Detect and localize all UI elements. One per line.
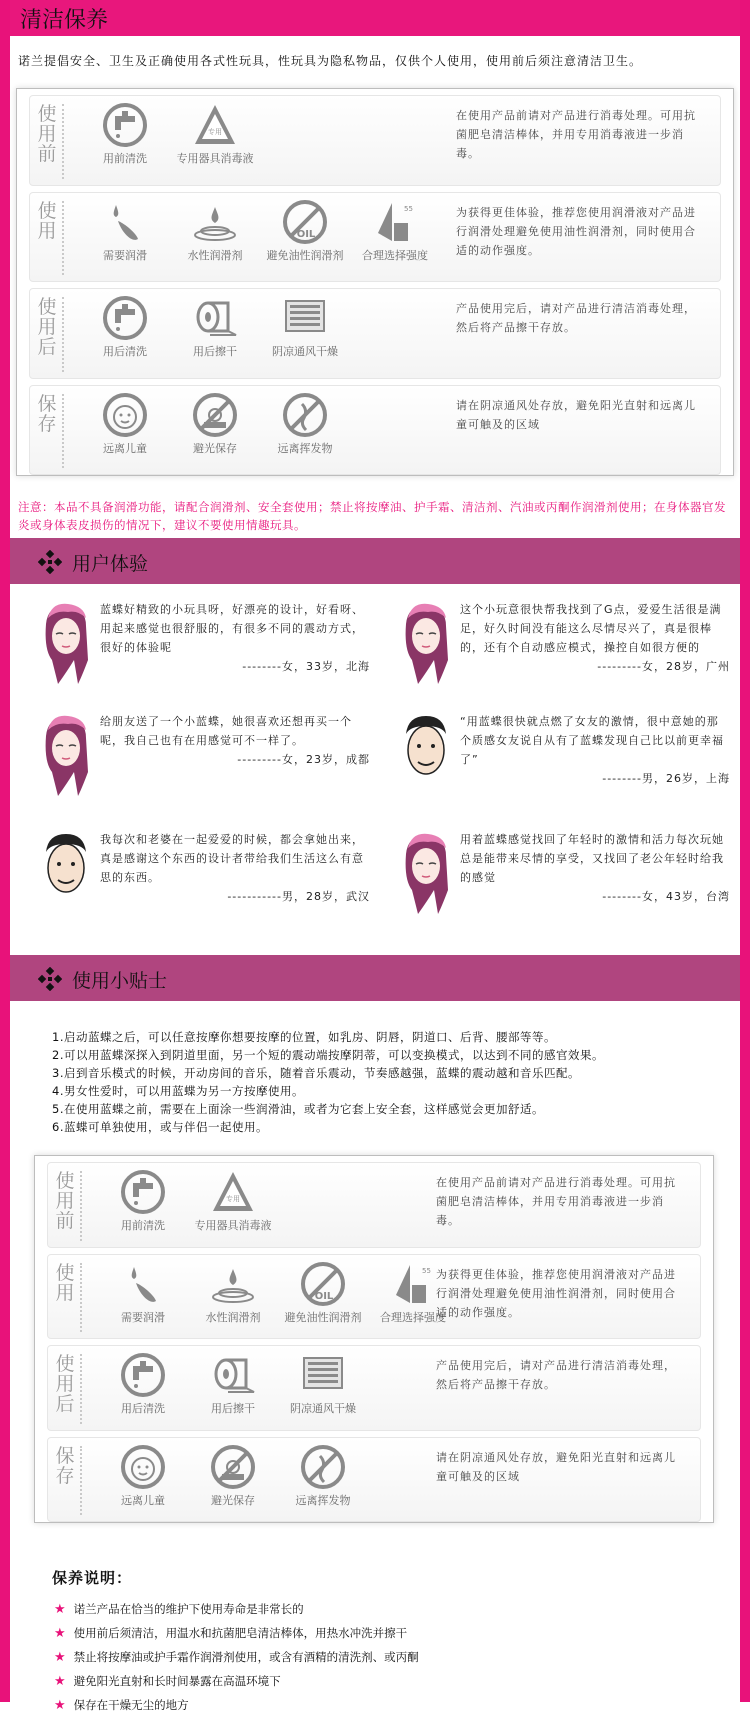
no-oil-icon <box>300 1261 346 1307</box>
icon-caption: 合理选择强度 <box>380 1310 446 1324</box>
care-icon-item <box>172 102 258 166</box>
icon-caption: 需要润滑 <box>103 248 147 262</box>
care-row-description: 产品使用完后，请对产品进行清洁消毒处理，然后将产品擦干存放。 <box>436 1359 676 1391</box>
care-row-description: 在使用产品前请对产品进行消毒处理。可用抗菌肥皂清洁棒体，并用专用消毒液进一步消毒。 <box>436 1176 676 1227</box>
care-icons-panel <box>16 88 734 476</box>
intensity-icon <box>390 1261 436 1307</box>
care-note-text: 诺兰产品在恰当的维护下使用寿命是非常长的 <box>73 1602 304 1616</box>
care-row-description: 产品使用完后，请对产品进行清洁消毒处理，然后将产品擦干存放。 <box>456 302 696 334</box>
female-avatar-icon <box>398 600 454 686</box>
paper-roll-icon <box>192 295 238 341</box>
care-notes-list <box>54 1600 714 1720</box>
care-row-description: 在使用产品前请对产品进行消毒处理。可用抗菌肥皂清洁棒体，并用专用消毒液进一步消毒。 <box>456 109 696 160</box>
care-row-label: 使用后 <box>36 297 64 372</box>
care-row-description: 请在阴凉通风处存放，避免阳光直射和远离儿童可触及的区域 <box>456 398 696 431</box>
care-icon-item <box>352 199 438 263</box>
female-avatar-icon <box>398 830 454 916</box>
care-icon-item <box>262 199 348 263</box>
care-row <box>47 1162 701 1248</box>
review-item <box>398 600 738 700</box>
review-text <box>100 712 370 769</box>
review-signature: ---------女，28岁，广州 <box>597 660 730 673</box>
review-signature: ---------女，23岁，成都 <box>237 753 370 766</box>
star-icon: ★ <box>54 1650 66 1665</box>
svg-text:55: 55 <box>422 1266 431 1275</box>
faucet-icon <box>102 102 148 148</box>
section-title: 用户体验 <box>72 553 149 575</box>
tip-item: 1.启动蓝蝶之后，可以任意按摩你想要按摩的位置，如乳房、阴唇，阴道口、后背、腰部等等。 <box>52 1030 556 1044</box>
care-row-label: 保存 <box>36 394 64 469</box>
avatar <box>38 600 94 690</box>
icon-caption: 水性润滑剂 <box>205 1310 261 1324</box>
tips-list <box>52 1028 732 1136</box>
male-avatar-icon <box>398 712 454 792</box>
care-icon-item <box>82 295 168 359</box>
icon-caption: 阴凉通风干燥 <box>290 1402 356 1415</box>
care-row <box>29 192 721 283</box>
intro-text: 诺兰提倡安全、卫生及正确使用各式性玩具，性玩具为隐私物品，仅供个人使用，使用前后须注意清洁卫生。 <box>18 54 643 68</box>
care-icon-item <box>172 199 258 263</box>
female-avatar-icon <box>38 600 94 686</box>
section-title: 清洁保养 <box>20 8 109 33</box>
star-icon: ★ <box>54 1626 66 1641</box>
care-icon-item <box>190 1169 276 1233</box>
warning-triangle-icon <box>210 1169 256 1215</box>
section-header-tips <box>10 955 740 1001</box>
care-icon-item <box>82 199 168 263</box>
avatar <box>398 600 454 690</box>
tip-item: 5.在使用蓝蝶之前，需要在上面涂一些润滑油，或者为它套上安全套，这样感觉会更加舒适。 <box>52 1102 544 1116</box>
icon-caption: 远离挥发物 <box>295 1493 351 1507</box>
review-signature: --------女，43岁，台湾 <box>602 890 730 903</box>
icon-caption: 水性润滑剂 <box>187 248 243 262</box>
care-note-item <box>54 1600 714 1624</box>
care-icon-item <box>280 1444 366 1508</box>
care-note-text: 禁止将按摩油或护手霜作润滑剂使用，或含有酒精的清洗剂、或丙酮 <box>73 1650 419 1664</box>
care-row-label: 使用前 <box>36 104 64 179</box>
svg-text:专用: 专用 <box>226 1195 240 1203</box>
care-icon-item <box>190 1261 276 1325</box>
care-row-description: 为获得更佳体验，推荐您使用润滑液对产品进行润滑处理避免使用油性润滑剂，同时使用合适的动作强度。 <box>436 1267 676 1319</box>
review-signature: --------男，26岁，上海 <box>602 772 730 785</box>
care-note-item <box>54 1696 714 1720</box>
section-header-user-experience <box>10 538 740 584</box>
child-face-icon <box>120 1444 166 1490</box>
icon-caption: 避光保存 <box>211 1493 255 1507</box>
care-row-label: 使用后 <box>54 1354 82 1424</box>
vent-icon <box>300 1352 346 1398</box>
icon-caption: 用前清洗 <box>121 1219 165 1232</box>
care-icon-item <box>190 1352 276 1416</box>
review-body: 用着蓝蝶感觉找回了年轻时的激情和活力每次玩她总是能带来尽情的享受，又找回了老公年轻时给我的感觉 <box>460 833 724 884</box>
care-note-text: 使用前后须清洁，用温水和抗菌肥皂清洁棒体，用热水冲洗并擦干 <box>73 1626 408 1640</box>
care-icon-item <box>82 102 168 166</box>
section-header-cleaning <box>10 0 740 36</box>
care-row <box>29 95 721 186</box>
water-drop-icon <box>210 1261 256 1307</box>
review-text <box>100 600 370 676</box>
review-text <box>460 830 730 906</box>
review-item <box>38 830 378 930</box>
care-row <box>47 1437 701 1523</box>
care-note-item <box>54 1648 714 1672</box>
care-row-description: 请在阴凉通风处存放，避免阳光直射和远离儿童可触及的区域 <box>436 1450 676 1483</box>
review-body: 蓝蝶好精致的小玩具呀，好漂亮的设计，好看呀、用起来感觉也很舒服的，有很多不同的震动方式，很好的体验呢 <box>100 603 364 654</box>
water-drop-icon <box>192 199 238 245</box>
icon-caption: 用前清洗 <box>103 152 147 165</box>
care-note-text: 保存在干燥无尘的地方 <box>73 1698 189 1712</box>
review-signature: -----------男，28岁，武汉 <box>227 890 370 903</box>
no-volatile-icon <box>300 1444 346 1490</box>
care-icon-item <box>100 1169 186 1233</box>
care-row-label: 使用 <box>54 1263 82 1333</box>
review-item <box>398 712 738 812</box>
care-notes-title: 保养说明： <box>52 1569 133 1587</box>
care-icon-item <box>262 392 348 456</box>
svg-text:专用: 专用 <box>208 128 222 136</box>
care-row-description: 为获得更佳体验，推荐您使用润滑液对产品进行润滑处理避免使用油性润滑剂，同时使用合适的动作强度。 <box>456 205 696 257</box>
care-note-item <box>54 1672 714 1696</box>
care-row <box>47 1254 701 1340</box>
warning-triangle-icon <box>192 102 238 148</box>
care-icon-item <box>82 392 168 456</box>
star-icon: ★ <box>54 1602 66 1617</box>
icon-caption: 用后擦干 <box>193 345 237 358</box>
care-row-label: 使用前 <box>54 1171 82 1241</box>
avatar <box>38 830 94 914</box>
care-icon-item <box>100 1444 186 1508</box>
faucet-icon <box>102 295 148 341</box>
care-row <box>29 288 721 379</box>
care-icon-item <box>190 1444 276 1508</box>
care-icons-panel-repeat <box>34 1155 714 1523</box>
male-avatar-icon <box>38 830 94 910</box>
review-item <box>398 830 738 930</box>
no-sun-icon <box>210 1444 256 1490</box>
no-sun-icon <box>192 392 238 438</box>
intensity-icon <box>372 199 418 245</box>
lubricant-drop-icon <box>102 199 148 245</box>
faucet-icon <box>120 1352 166 1398</box>
care-row-label: 保存 <box>54 1446 82 1516</box>
star-icon: ★ <box>54 1698 66 1713</box>
care-icon-item <box>172 295 258 359</box>
avatar <box>38 712 94 802</box>
avatar <box>398 830 454 920</box>
diamond-squares-icon <box>38 550 62 574</box>
review-body: 这个小玩意很快帮我找到了G点，爱爱生活很是满足，好久时间没有能这么尽情尽兴了，真是很棒的，还有个自动感应模式，操控自如很方便的 <box>460 603 722 654</box>
care-row <box>29 385 721 476</box>
icon-caption: 远离儿童 <box>121 1493 165 1507</box>
care-icon-item <box>100 1261 186 1325</box>
care-row-label: 使用 <box>36 201 64 276</box>
tip-item: 4.男女性爱时，可以用蓝蝶为另一方按摩使用。 <box>52 1084 304 1098</box>
review-text <box>460 712 730 788</box>
paper-roll-icon <box>210 1352 256 1398</box>
icon-caption: 避免油性润滑剂 <box>284 1310 362 1324</box>
review-text <box>460 600 730 676</box>
vent-icon <box>282 295 328 341</box>
icon-caption: 阴凉通风干燥 <box>272 345 338 358</box>
care-note-text: 避免阳光直射和长时间暴露在高温环境下 <box>73 1674 281 1688</box>
tip-item: 3.启到音乐模式的时候，开动房间的音乐，随着音乐震动，节奏感越强，蓝蝶的震动越和音乐匹配。 <box>52 1066 580 1080</box>
care-icon-item <box>172 392 258 456</box>
icon-caption: 专用器具消毒液 <box>194 1219 272 1232</box>
review-text <box>100 830 370 906</box>
section-title: 使用小贴士 <box>72 970 168 992</box>
lubricant-drop-icon <box>120 1261 166 1307</box>
icon-caption: 避光保存 <box>193 441 237 455</box>
care-icon-item <box>280 1352 366 1416</box>
avatar <box>398 712 454 796</box>
review-body: “用蓝蝶很快就点燃了女友的激情，很中意她的那个质感女友说自从有了蓝蝶发现自己比以前更幸福了” <box>460 715 724 766</box>
icon-caption: 用后清洗 <box>103 345 147 358</box>
icon-caption: 专用器具消毒液 <box>176 152 254 165</box>
review-item <box>38 600 378 700</box>
diamond-squares-icon <box>38 967 62 991</box>
no-oil-icon <box>282 199 328 245</box>
faucet-icon <box>120 1169 166 1215</box>
icon-caption: 需要润滑 <box>121 1310 165 1324</box>
svg-text:OIL: OIL <box>296 228 316 240</box>
review-signature: --------女，33岁，北海 <box>242 660 370 673</box>
icon-caption: 远离儿童 <box>103 441 147 455</box>
star-icon: ★ <box>54 1674 66 1689</box>
svg-text:55: 55 <box>404 204 413 213</box>
female-avatar-icon <box>38 712 94 798</box>
care-row <box>47 1345 701 1431</box>
care-note-item <box>54 1624 714 1648</box>
no-volatile-icon <box>282 392 328 438</box>
care-icon-item <box>280 1261 366 1325</box>
icon-caption: 远离挥发物 <box>277 441 333 455</box>
review-body: 给朋友送了一个小蓝蝶，她很喜欢还想再买一个呢，我自己也有在用感觉可不一样了。 <box>100 715 352 747</box>
icon-caption: 用后擦干 <box>211 1402 255 1415</box>
tip-item: 2.可以用蓝蝶深探入到阴道里面，另一个短的震动端按摩阴蒂，可以变换模式，以达到不同的感官效果。 <box>52 1048 604 1062</box>
tip-item: 6.蓝蝶可单独使用，或与伴侣一起使用。 <box>52 1120 268 1134</box>
review-body: 我每次和老婆在一起爱爱的时候，都会拿她出来，真是感谢这个东西的设计者带给我们生活这么有意思的东西。 <box>100 833 364 884</box>
notice-text: 注意：本品不具备润滑功能，请配合润滑剂、安全套使用；禁止将按摩油、护手霜、清洁剂、汽油或丙酮作润滑剂使用；在身体器官发炎或身体表皮损伤的情况下，建议不要使用情趣玩具。 <box>18 500 726 532</box>
svg-text:OIL: OIL <box>314 1290 334 1302</box>
icon-caption: 避免油性润滑剂 <box>266 248 344 262</box>
care-icon-item <box>262 295 348 359</box>
child-face-icon <box>102 392 148 438</box>
icon-caption: 用后清洗 <box>121 1402 165 1415</box>
care-icon-item <box>100 1352 186 1416</box>
icon-caption: 合理选择强度 <box>362 248 428 262</box>
review-item <box>38 712 378 812</box>
